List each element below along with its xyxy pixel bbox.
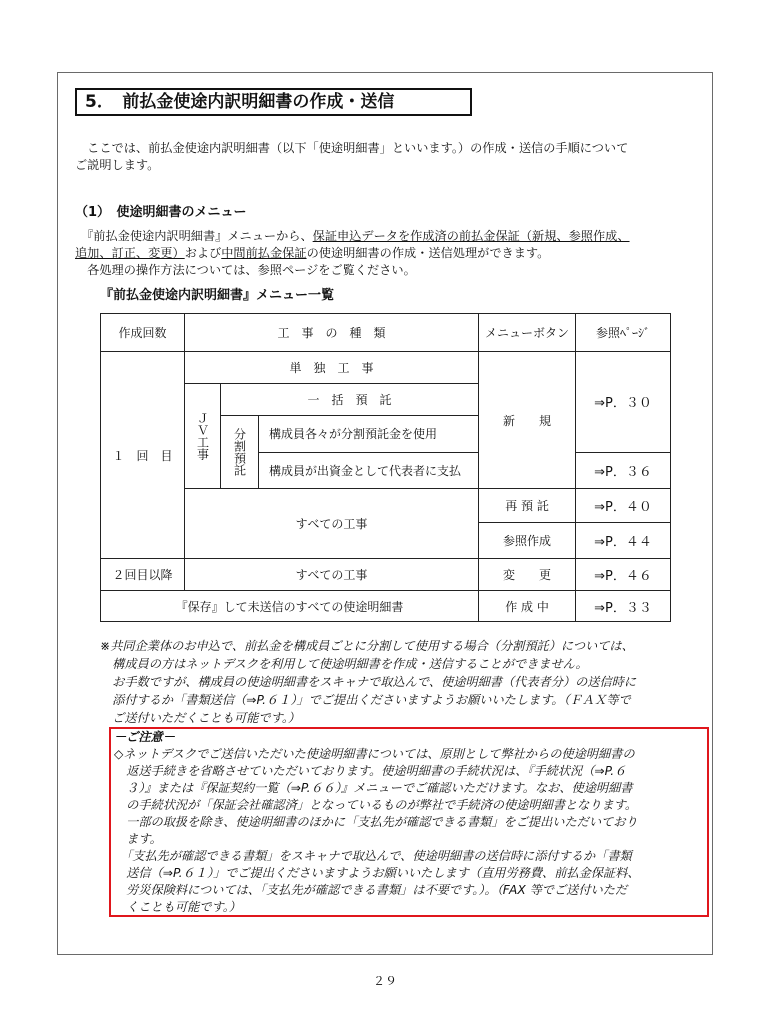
split-deposit-label: 分割預託 [232,428,247,477]
page-number: ２９ [372,974,397,988]
page-46: ⇒P．４６ [576,559,671,591]
caution-line-1: ◇ネットデスクでご送信いただいた使途明細書については、原則として弊社からの使途明細書の [114,747,635,761]
saved-cell: 『保存』して未送信のすべての使途明細書 [101,591,479,622]
all-work-cell: すべての工事 [185,488,479,558]
menu-desc-text: の使途明細書の作成・送信処理ができます。 [306,246,550,260]
header-page: 参照ﾍﾟｰｼﾞ [576,314,671,352]
note-line-5: ご送付いただくことも可能です。） [100,711,301,725]
caution-line-9: 労災保険料については、「支払先が確認できる書類」は不要です。）。（FAX 等でご送付いただ [114,883,628,897]
menu-table [100,313,671,622]
lump-deposit: 一 括 預 託 [221,384,479,416]
all-work-cell-2: すべての工事 [185,559,479,591]
section-title: 5． 前払金使途内訳明細書の作成・送信 [75,88,472,116]
caution-line-4: の手続状況が「保証会社確認済」となっているものが弊社で手続済の使途明細書となります。 [114,798,638,812]
page-44: ⇒P．４４ [576,522,671,558]
header-count: 作成回数 [101,314,185,352]
table-title: 『前払金使途内訳明細書』メニュー一覧 [100,288,335,303]
creating-cell: 作 成 中 [479,591,576,622]
caution-line-7: 「支払先が確認できる書類」をスキャナで取込んで、使途明細書の送信時に添付するか「書類 [114,849,632,863]
subsection-title: （1） 使途明細書のメニュー [75,205,247,220]
first-time-cell: １ 回 目 [101,352,185,559]
intro-line-1: ここでは、前払金使途内訳明細書（以下「使途明細書」といいます。）の作成・送信の手順について [75,141,629,155]
split-deposit-cell [221,416,259,488]
page-33: ⇒P．３３ [576,591,671,622]
intro-line-2: ご説明します。 [75,158,160,172]
menu-desc-line-3: 各処理の操作方法については、参照ページをご覧ください。 [75,263,416,277]
caution-title: －ご注意－ [114,730,175,744]
page-36: ⇒P．３６ [576,452,671,488]
single-work: 単 独 工 事 [185,352,479,384]
header-button: メニューボタン [479,314,576,352]
caution-line-2: 返送手続きを省略させていただいております。使途明細書の手続状況は、『手続状況（⇒P.６ [114,764,627,778]
second-time-cell: ２回目以降 [101,559,185,591]
menu-desc-underlined: 保証申込データを作成済の前払金保証（新規、参照作成、 [312,229,630,243]
split-option-b: 構成員が出資金として代表者に支払 [259,452,479,488]
menu-desc-line-2 [75,245,549,262]
caution-line-10: くことも可能です。） [114,900,241,914]
redeposit-cell: 再 預 託 [479,488,576,522]
jv-work-cell [185,384,221,488]
menu-desc-text: および [184,246,222,260]
jv-work-label: ＪＶ工事 [195,412,210,461]
note-line-3: お手数ですが、構成員の使途明細書をスキャナで取込んで、使途明細書（代表者分）の送信時に [100,675,637,689]
caution-line-8: 送信（⇒P.６１）」でご提出くださいますようお願いいたします（直用労務費、前払金保証料、 [114,866,640,880]
ref-create-cell: 参照作成 [479,522,576,558]
note-line-1: ※共同企業体のお申込で、前払金を構成員ごとに分割して使用する場合（分割預託）については、 [100,639,634,653]
caution-line-3: ３）』または『保証契約一覧（⇒P.６６）』メニューでご確認いただけます。なお、使途明細書 [114,781,633,795]
menu-desc-underlined: 中間前払金保証 [221,246,307,260]
menu-desc-underlined: 追加、訂正、変更） [75,246,185,260]
caution-line-5: 一部の取扱を除き、使途明細書のほかに「支払先が確認できる書類」をご提出いただいており [114,815,638,829]
change-cell: 変 更 [479,559,576,591]
split-option-a: 構成員各々が分割預託金を使用 [259,416,479,452]
header-type: 工 事 の 種 類 [185,314,479,352]
caution-line-6: ます。 [114,832,162,846]
new-button-cell: 新 規 [479,352,576,488]
menu-desc-text: 『前払金使途内訳明細書』メニューから、 [75,229,313,243]
menu-desc-line-1 [75,228,630,245]
page-40: ⇒P．４０ [576,488,671,522]
page-30: ⇒P．３０ [576,352,671,452]
note-line-2: 構成員の方はネットデスクを利用して使途明細書を作成・送信することができません。 [100,657,588,671]
note-line-4: 添付するか「書類送信（⇒P.６１）」でご提出くださいますようお願いいたします。（ＦＡＸ等で [100,693,631,707]
